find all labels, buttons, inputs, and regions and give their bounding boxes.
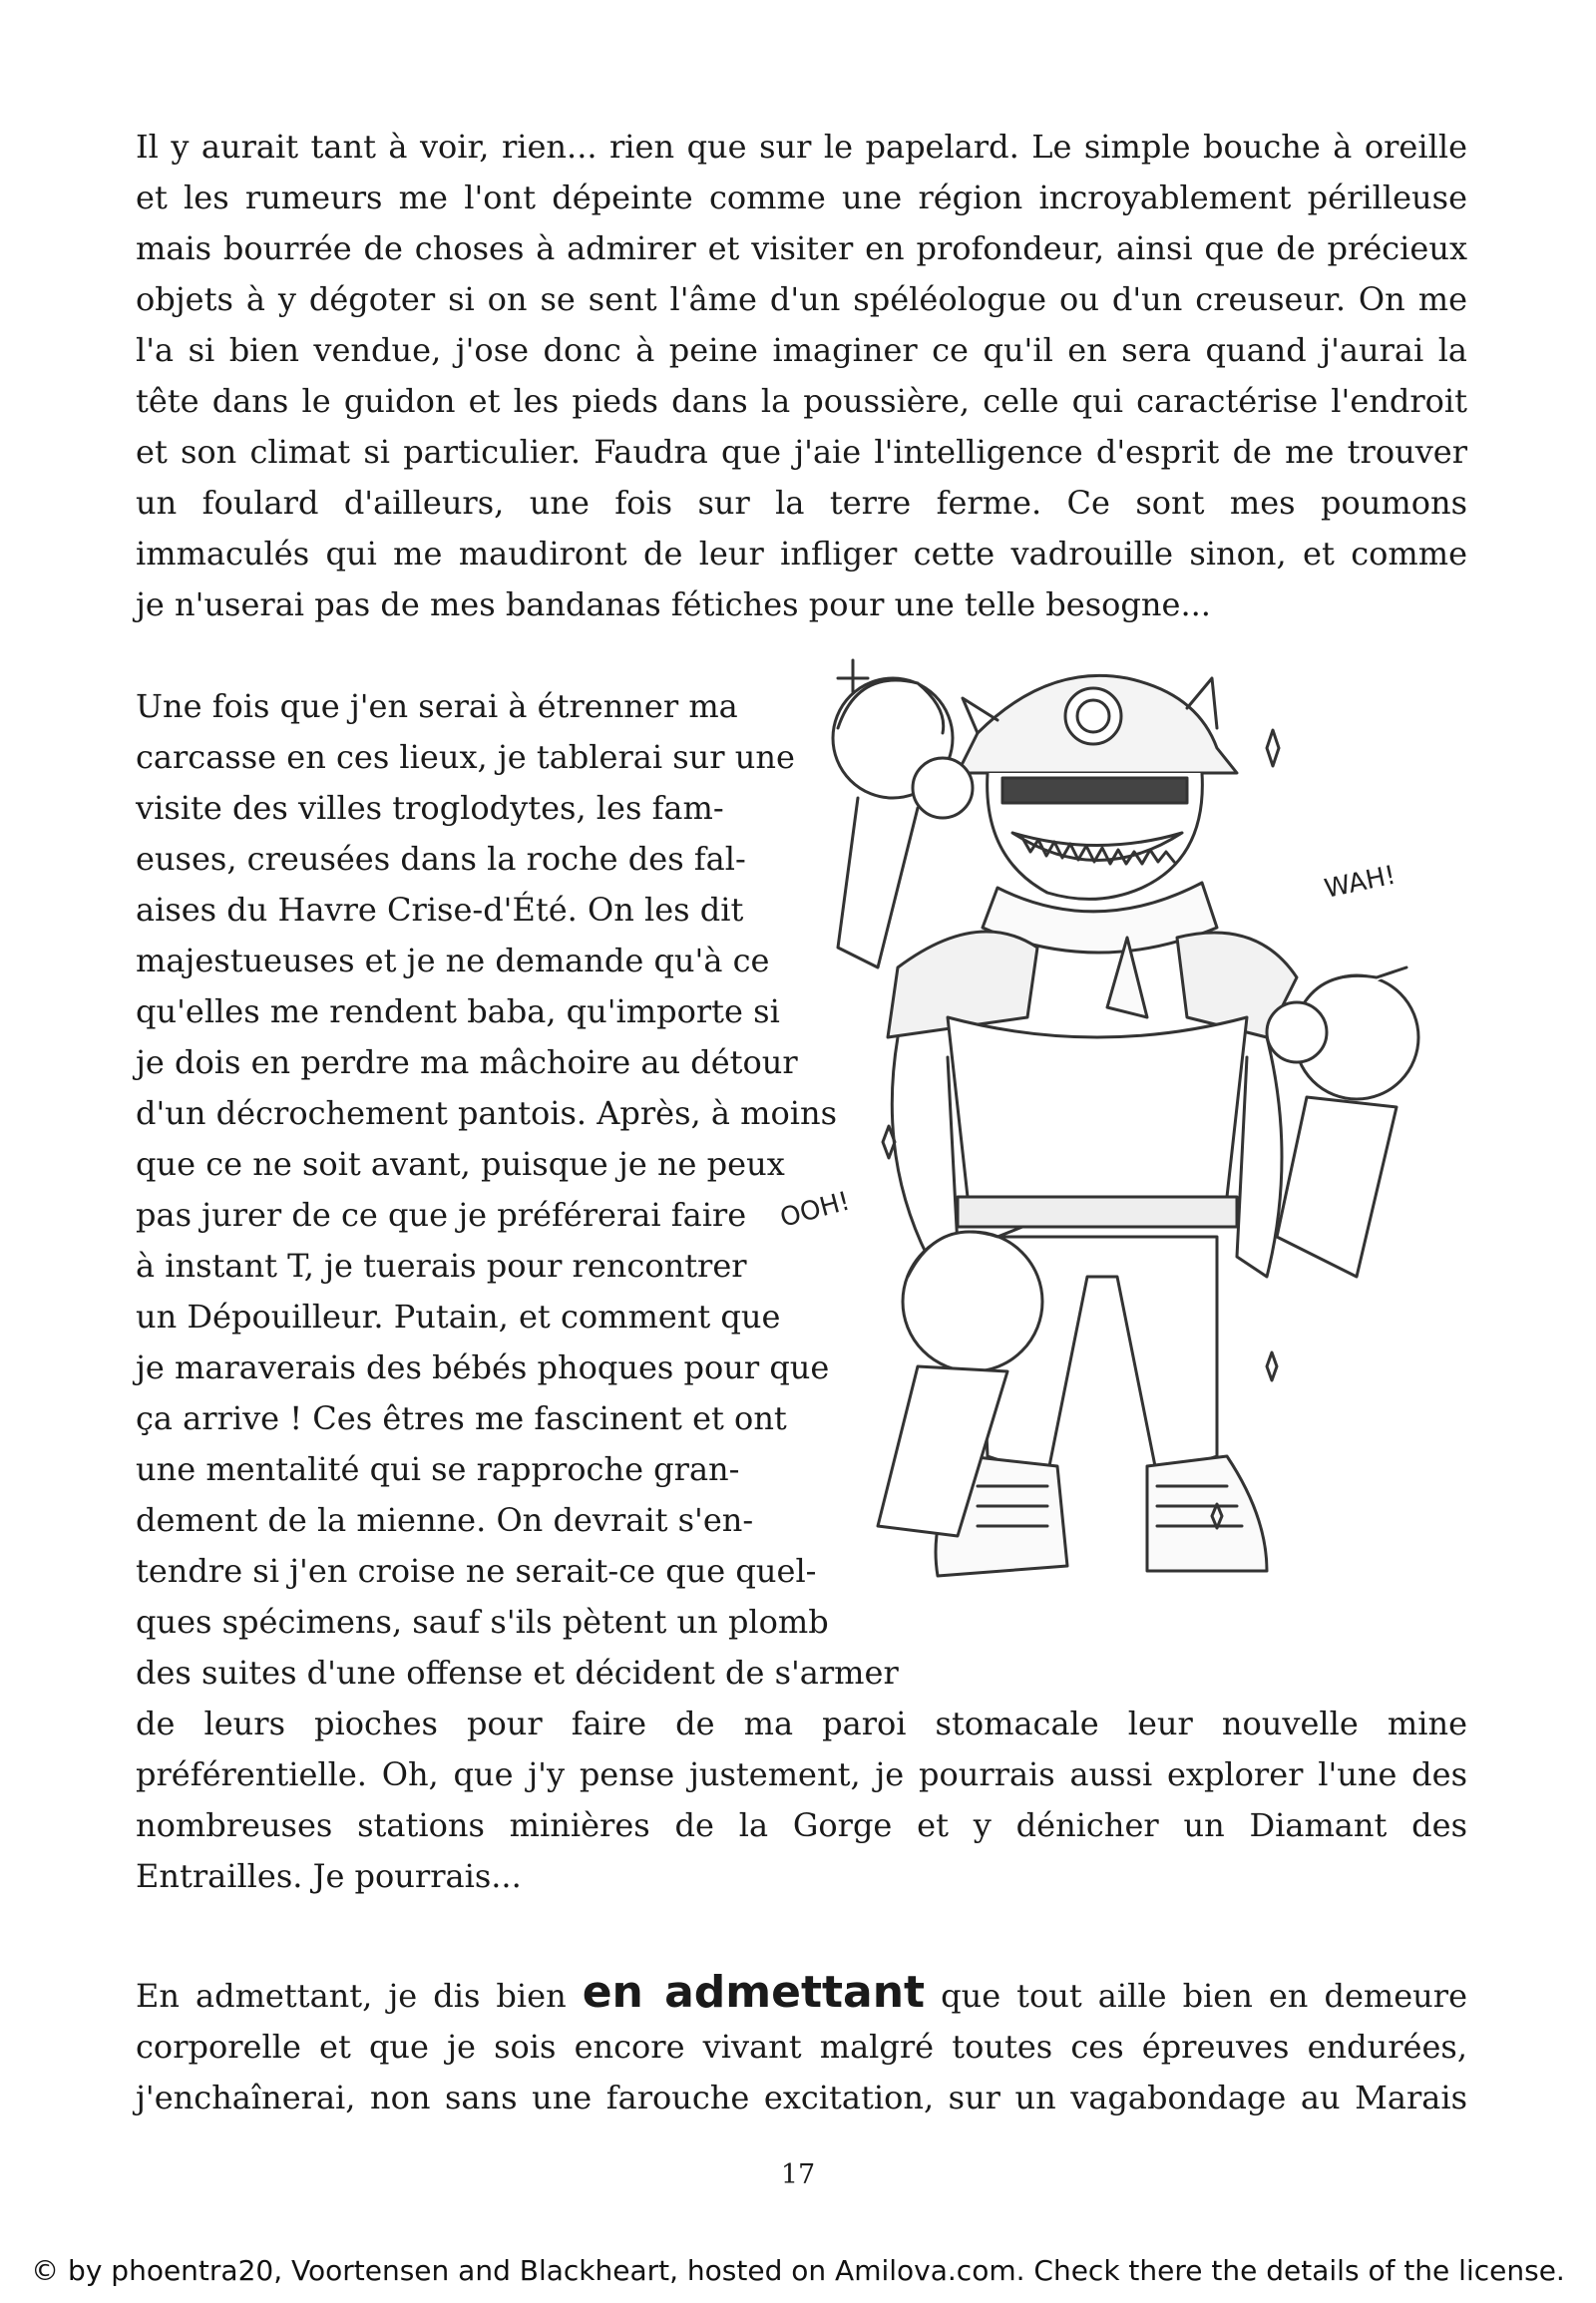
text-line: majestueuses et je ne demande qu'à ce — [136, 942, 770, 979]
text-line: carcasse en ces lieux, je tablerai sur une — [136, 738, 795, 776]
text-line: pas jurer de ce que je préférerai faire — [136, 1196, 747, 1234]
text-line: d'un décrochement pantois. Après, à moins — [136, 1094, 837, 1132]
emphasized-text: en admettant — [582, 1967, 926, 2018]
text-line: j'enchaînerai, non sans une farouche excitation, sur un vagabondage au Marais — [136, 2079, 1467, 2116]
text-line: ça arrive ! Ces êtres me fascinent et ont — [136, 1399, 787, 1437]
text-line: des suites d'une offense et décident de s'armer — [136, 1654, 899, 1692]
exclamation-wah: WAH! — [1322, 860, 1398, 905]
license-footer: © by phoentra20, Voortensen and Blackheart, hosted on Amilova.com. Check there the details of the license. — [31, 2254, 1565, 2287]
text-line — [136, 1967, 1467, 2022]
text-line: l'a si bien vendue, j'ose donc à peine imaginer ce qu'il en sera quand j'aurai la — [136, 331, 1467, 369]
text-line: euses, creusées dans la roche des fal- — [136, 840, 746, 878]
text-line: je n'userai pas de mes bandanas fétiches pour une telle besogne... — [136, 585, 1211, 623]
text-line: qu'elles me rendent baba, qu'importe si — [136, 992, 780, 1030]
text-line: ques spécimens, sauf s'ils pètent un plomb — [136, 1603, 829, 1641]
sparkle-icon — [1267, 1352, 1277, 1380]
text-line: un Dépouilleur. Putain, et comment que — [136, 1298, 781, 1336]
text-line: un foulard d'ailleurs, une fois sur la terre ferme. Ce sont mes poumons — [136, 484, 1467, 522]
text-line: Il y aurait tant à voir, rien... rien que sur le papelard. Le simple bouche à oreille — [136, 128, 1467, 166]
text-line: tendre si j'en croise ne serait-ce que quel- — [136, 1552, 817, 1590]
sparkle-icon — [1267, 730, 1279, 766]
illustration-miner-with-children — [777, 638, 1456, 1661]
text-fragment: En admettant, je dis bien — [136, 1977, 583, 2015]
text-line: corporelle et que je sois encore vivant malgré toutes ces épreuves endurées, — [136, 2028, 1467, 2066]
text-line: que ce ne soit avant, puisque je ne peux — [136, 1145, 785, 1183]
exclamation-ooh: OOH! — [777, 1186, 854, 1234]
text-line: de leurs pioches pour faire de ma paroi stomacale leur nouvelle mine — [136, 1705, 1467, 1742]
page-number: 17 — [780, 2159, 816, 2190]
text-line: immaculés qui me maudiront de leur infliger cette vadrouille sinon, et comme — [136, 535, 1467, 573]
text-line: mais bourrée de choses à admirer et visiter en profondeur, ainsi que de précieux — [136, 229, 1467, 267]
miner-boot — [1147, 1456, 1267, 1571]
text-line: Une fois que j'en serai à étrenner ma — [136, 687, 738, 725]
text-line: à instant T, je tuerais pour rencontrer — [136, 1247, 747, 1285]
text-line: aises du Havre Crise-d'Été. On les dit — [136, 891, 744, 929]
text-line: tête dans le guidon et les pieds dans la poussière, celle qui caractérise l'endroit — [136, 382, 1467, 420]
text-line: une mentalité qui se rapproche gran- — [136, 1450, 740, 1488]
text-line: et son climat si particulier. Faudra que j'aie l'intelligence d'esprit de me trouver — [136, 433, 1467, 471]
paragraph-3 — [136, 1967, 1467, 2123]
text-line: préférentielle. Oh, que j'y pense justement, je pourrais aussi explorer l'une des — [136, 1755, 1467, 1793]
text-line: dement de la mienne. On devrait s'en- — [136, 1501, 754, 1539]
paragraph-1 — [136, 122, 1467, 630]
text-line: visite des villes troglodytes, les fam- — [136, 789, 724, 827]
miner-torso — [948, 1017, 1247, 1212]
text-line: et les rumeurs me l'ont dépeinte comme une région incroyablement périlleuse — [136, 179, 1467, 216]
paragraph-2-wide — [136, 1699, 1467, 1902]
text-line: objets à y dégoter si on se sent l'âme d'un spéléologue ou d'un creuseur. On me — [136, 280, 1467, 318]
text-line: Entrailles. Je pourrais... — [136, 1857, 522, 1895]
text-line: je maraverais des bébés phoques pour que — [136, 1348, 830, 1386]
paragraph-2-narrow — [136, 681, 904, 1699]
headlamp-icon — [1065, 688, 1121, 744]
text-fragment: que tout aille bien en demeure — [925, 1977, 1467, 2015]
text-line: je dois en perdre ma mâchoire au détour — [136, 1043, 798, 1081]
text-line: nombreuses stations minières de la Gorge et y dénicher un Diamant des — [136, 1806, 1467, 1844]
